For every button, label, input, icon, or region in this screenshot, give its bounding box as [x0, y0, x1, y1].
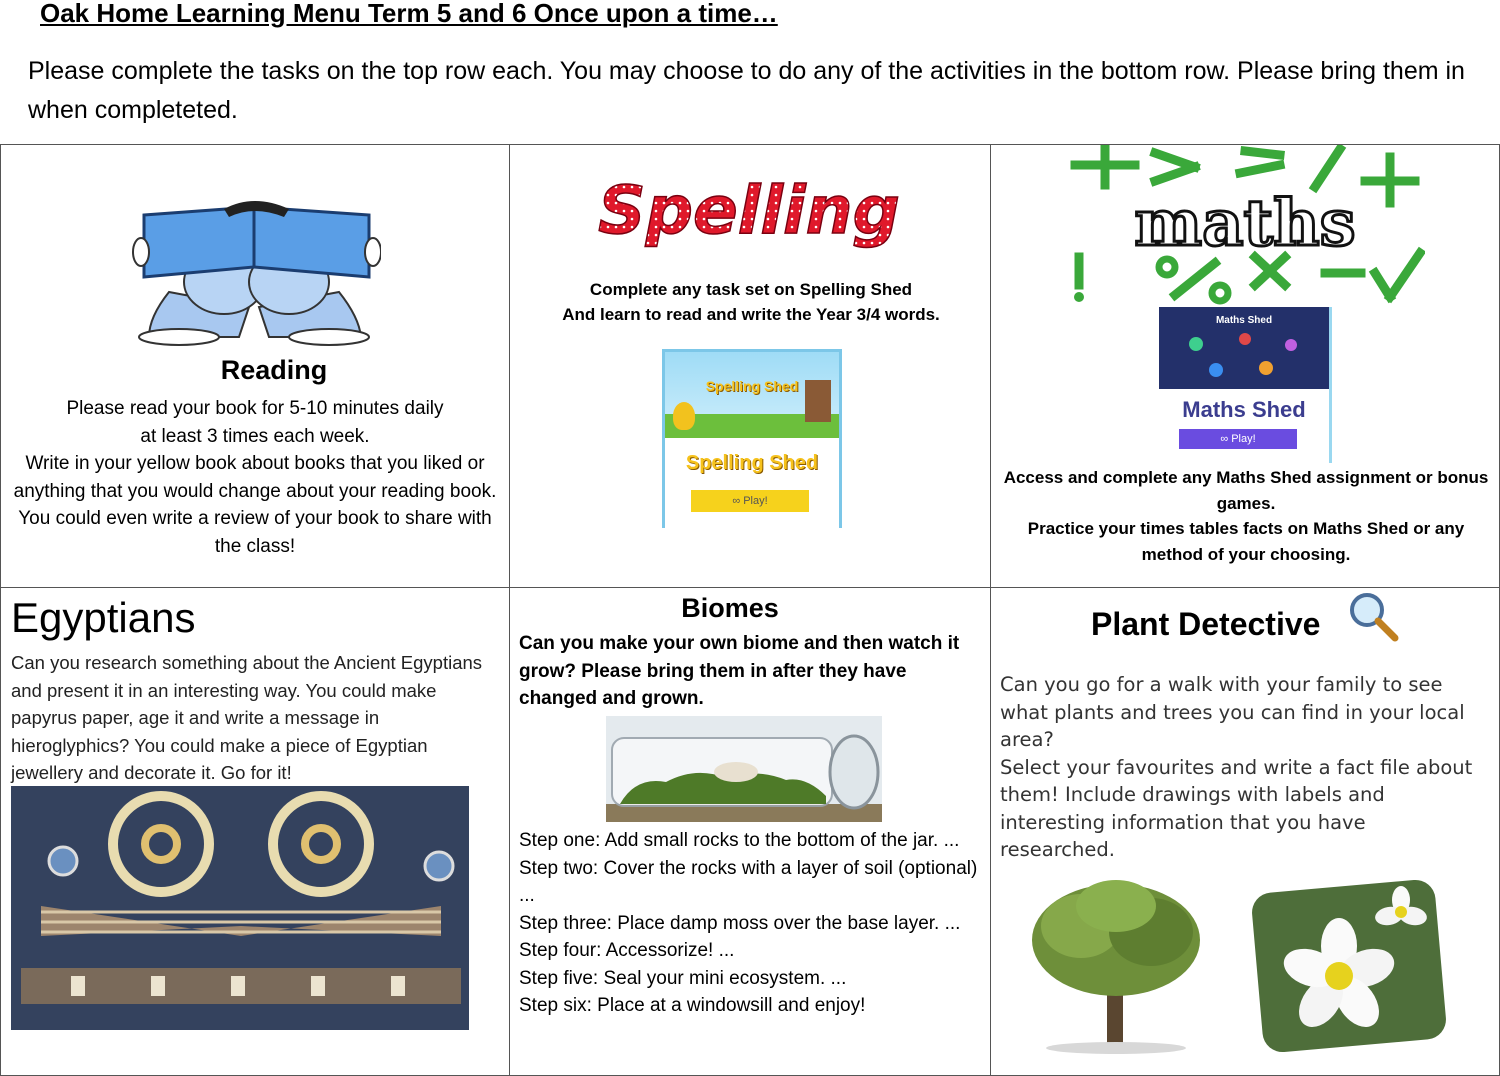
maths-banner	[1065, 145, 1425, 305]
biomes-step: Step six: Place at a windowsill and enjoy!	[519, 995, 866, 1016]
gamepad-icon: ∞	[1220, 433, 1232, 445]
spelling-line: And learn to read and write the Year 3/4 words.	[562, 305, 940, 324]
biomes-steps	[519, 827, 985, 1020]
plant-line: Select your favourites and write a fact file about them! Include drawings with labels and interesting information that you have researched.	[1000, 755, 1473, 861]
egyptians-heading: Egyptians	[11, 594, 196, 641]
maths-line: Practice your times tables facts on Maths Shed or any method of your choosing.	[1027, 519, 1465, 564]
beehive-icon	[673, 402, 695, 430]
maths-cell	[990, 144, 1500, 588]
egyptian-jewellery-photo	[11, 786, 469, 1030]
plant-text	[1000, 671, 1480, 864]
jar-icon	[606, 716, 882, 822]
spelling-logo-icon	[548, 167, 950, 253]
child-reading-icon	[129, 197, 381, 347]
flower-photo-icon	[1251, 876, 1447, 1054]
reading-heading: Reading	[220, 355, 328, 385]
biomes-question: Can you make your own biome and then watch it grow? Please bring them in after they have changed and grown.	[519, 633, 960, 709]
spelling-shed-card[interactable]	[662, 349, 842, 528]
jewellery-icon	[11, 786, 469, 1030]
biomes-heading: Biomes	[681, 593, 779, 623]
maths-shed-card[interactable]	[1159, 307, 1332, 463]
reading-line: at least 3 times each week.	[140, 425, 370, 447]
spelling-shed-scene-title: Spelling Shed	[705, 378, 799, 394]
egyptians-text: Can you research something about the Ancient Egyptians and present it in an interesting way. You could make papyrus paper, age it and write a message in hieroglyphics? You could make a piece of Egyptian jewellery and decorate it. Go for it!	[11, 652, 483, 783]
tree-icon	[1021, 878, 1211, 1058]
maths-shed-title: Maths Shed	[1182, 397, 1306, 422]
maths-banner-text: maths	[1134, 186, 1356, 261]
planet-icon	[1239, 333, 1251, 345]
magnifying-glass-icon	[1347, 590, 1403, 644]
spelling-line: Complete any task set on Spelling Shed	[589, 280, 913, 299]
biomes-cell	[509, 587, 991, 1076]
spelling-text	[510, 277, 991, 327]
intro-text: Please complete the tasks on the top row each. You may choose to do any of the activities in the bottom row. Please bring them in when completeted.	[28, 57, 1465, 124]
maths-shed-space	[1159, 307, 1329, 389]
gamepad-icon: ∞	[732, 495, 744, 507]
biomes-step: Step three: Place damp moss over the base layer. ...	[519, 912, 961, 934]
spelling-banner-text: Spelling	[598, 172, 900, 249]
maths-shed-header: Maths Shed	[1215, 315, 1273, 326]
maths-line: Access and complete any Maths Shed assignment or bonus games.	[1003, 468, 1489, 513]
planet-icon	[1259, 361, 1273, 375]
biomes-step: Step two: Cover the rocks with a layer of soil (optional) ...	[519, 857, 978, 906]
reading-line: Please read your book for 5-10 minutes daily	[66, 398, 444, 419]
planet-icon	[1189, 337, 1203, 351]
plant-line: Can you go for a walk with your family to see what plants and trees you can find in your local area?	[1000, 673, 1465, 751]
planet-icon	[1209, 363, 1223, 377]
page-title: Oak Home Learning Menu Term 5 and 6 Once upon a time…	[40, 0, 778, 28]
plant-heading: Plant Detective	[1091, 606, 1321, 642]
biomes-step: Step five: Seal your mini ecosystem. ...	[519, 967, 847, 989]
reading-line: Write in your yellow book about books that you liked or anything that you would change about your reading book. You could even write a review of your book to share with the class!	[13, 453, 497, 557]
reading-cell	[0, 144, 510, 588]
spelling-banner	[548, 167, 950, 253]
biome-jar-photo	[606, 716, 882, 822]
spelling-shed-title: Spelling Shed	[685, 452, 819, 474]
biomes-step: Step one: Add small rocks to the bottom of the jar. ...	[519, 830, 960, 851]
maths-play-button[interactable]	[1179, 429, 1297, 449]
play-label: Play!	[743, 495, 768, 507]
biomes-step: Step four: Accessorize! ...	[519, 940, 735, 961]
maths-symbols-icon	[1065, 145, 1425, 305]
egyptians-cell	[0, 587, 510, 1076]
spelling-play-button[interactable]	[691, 490, 809, 512]
spelling-cell	[509, 144, 991, 588]
maths-text	[1001, 465, 1491, 567]
reading-text	[13, 395, 497, 560]
play-label: Play!	[1231, 433, 1256, 445]
plant-cell	[990, 587, 1500, 1076]
planet-icon	[1285, 339, 1297, 351]
